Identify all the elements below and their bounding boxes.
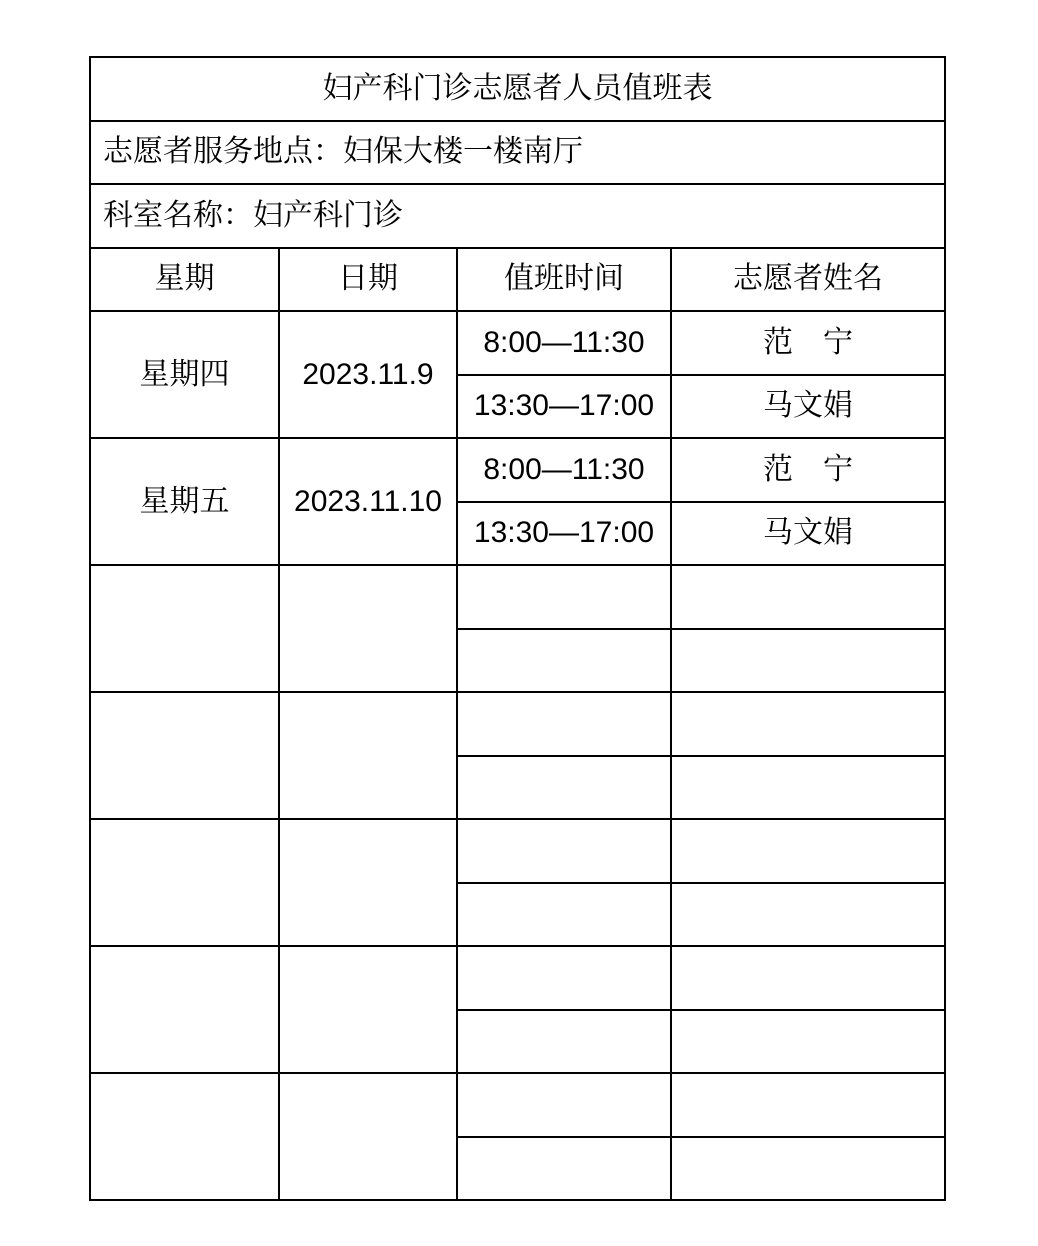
empty-volunteer-name-cell: [671, 1073, 945, 1137]
empty-shift-time-cell: [457, 692, 671, 756]
empty-weekday-cell: [90, 819, 279, 946]
weekday-cell: 星期四: [90, 311, 279, 438]
table-title: 妇产科门诊志愿者人员值班表: [90, 57, 945, 121]
empty-volunteer-name-cell: [671, 946, 945, 1010]
empty-date-cell: [279, 1073, 457, 1200]
header-shift-time: 值班时间: [457, 248, 671, 312]
shift-time-cell: 13:30—17:00: [457, 502, 671, 566]
empty-shift-time-cell: [457, 1073, 671, 1137]
empty-weekday-cell: [90, 946, 279, 1073]
shift-time-cell: 8:00—11:30: [457, 311, 671, 375]
empty-shift-time-cell: [457, 756, 671, 820]
department-name: 科室名称：妇产科门诊: [90, 184, 945, 248]
volunteer-name-cell: 范 宁: [671, 438, 945, 502]
empty-weekday-cell: [90, 692, 279, 819]
empty-volunteer-name-cell: [671, 1137, 945, 1201]
empty-shift-time-cell: [457, 883, 671, 947]
volunteer-name-cell: 马文娟: [671, 502, 945, 566]
weekday-cell: 星期五: [90, 438, 279, 565]
empty-row: [90, 692, 945, 756]
empty-shift-time-cell: [457, 1010, 671, 1074]
empty-date-cell: [279, 565, 457, 692]
header-row: [90, 248, 945, 312]
empty-volunteer-name-cell: [671, 692, 945, 756]
empty-date-cell: [279, 946, 457, 1073]
empty-shift-time-cell: [457, 946, 671, 1010]
location-row: [90, 121, 945, 185]
empty-weekday-cell: [90, 1073, 279, 1200]
date-cell: 2023.11.9: [279, 311, 457, 438]
empty-shift-time-cell: [457, 565, 671, 629]
empty-volunteer-name-cell: [671, 1010, 945, 1074]
header-volunteer-name: 志愿者姓名: [671, 248, 945, 312]
header-date: 日期: [279, 248, 457, 312]
empty-row: [90, 819, 945, 883]
empty-row: [90, 565, 945, 629]
empty-volunteer-name-cell: [671, 883, 945, 947]
service-location: 志愿者服务地点：妇保大楼一楼南厅: [90, 121, 945, 185]
empty-date-cell: [279, 692, 457, 819]
empty-shift-time-cell: [457, 819, 671, 883]
title-row: [90, 57, 945, 121]
empty-shift-time-cell: [457, 629, 671, 693]
empty-volunteer-name-cell: [671, 819, 945, 883]
date-cell: 2023.11.10: [279, 438, 457, 565]
empty-volunteer-name-cell: [671, 629, 945, 693]
empty-shift-time-cell: [457, 1137, 671, 1201]
shift-time-cell: 8:00—11:30: [457, 438, 671, 502]
empty-weekday-cell: [90, 565, 279, 692]
shift-time-cell: 13:30—17:00: [457, 375, 671, 439]
empty-row: [90, 946, 945, 1010]
table-row: [90, 311, 945, 375]
department-row: [90, 184, 945, 248]
header-weekday: 星期: [90, 248, 279, 312]
table-row: [90, 438, 945, 502]
empty-date-cell: [279, 819, 457, 946]
volunteer-duty-table: [89, 56, 946, 1201]
empty-volunteer-name-cell: [671, 565, 945, 629]
empty-row: [90, 1073, 945, 1137]
empty-volunteer-name-cell: [671, 756, 945, 820]
volunteer-name-cell: 范 宁: [671, 311, 945, 375]
volunteer-name-cell: 马文娟: [671, 375, 945, 439]
